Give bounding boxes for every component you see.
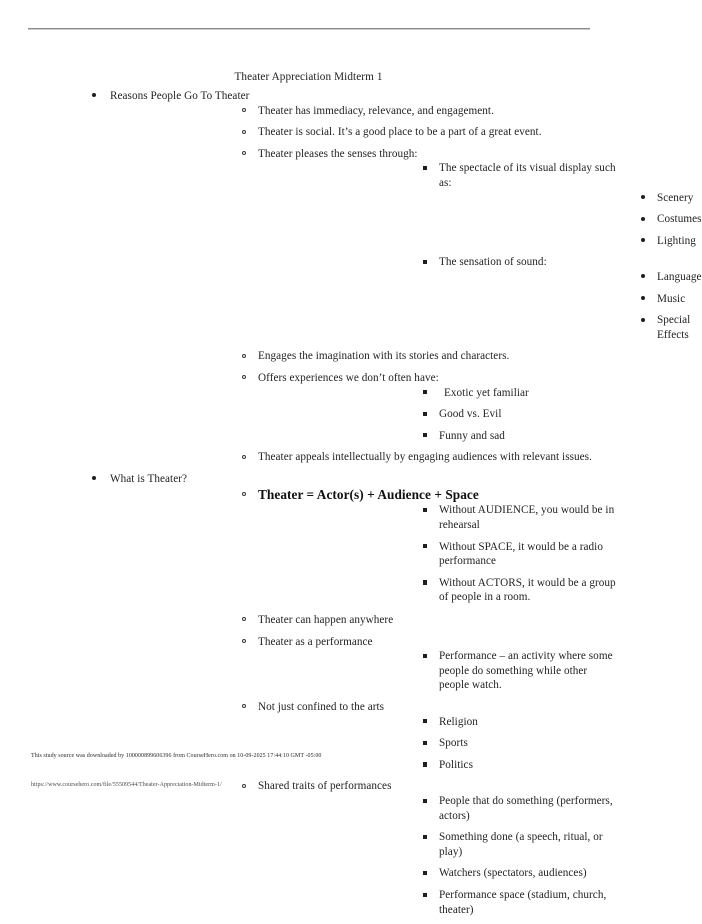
list-item-label: Reasons People Go To Theater [110, 90, 250, 102]
outline-level-2-list [110, 486, 617, 917]
disc-bullet-icon [641, 296, 645, 300]
list-item-label: The spectacle of its visual display such as: [439, 162, 616, 189]
list-item-label: Theater has immediacy, relevance, and engagement. [258, 104, 494, 117]
list-item [258, 161, 702, 248]
list-item [258, 830, 617, 859]
list-item: Scenery [439, 191, 657, 206]
disc-bullet-icon [641, 238, 645, 242]
list-item-label: Theater as a performance [258, 635, 373, 648]
circle-bullet-icon [242, 492, 246, 496]
outline-level-1-list [0, 89, 702, 917]
list-item-label: What is Theater? [110, 472, 188, 485]
square-bullet-icon [423, 260, 427, 264]
list-item [258, 715, 617, 730]
square-bullet-icon [423, 893, 427, 897]
list-item-label: Performance space (stadium, church, theater) [439, 888, 607, 916]
list-item-label: Sports [439, 737, 468, 750]
square-bullet-icon [423, 871, 427, 875]
list-item [258, 407, 617, 422]
list-item [0, 89, 702, 465]
circle-bullet-icon [242, 354, 246, 358]
list-item-label: Shared traits of performances [258, 780, 392, 793]
list-item [258, 386, 617, 401]
list-item-label: Something done (a speech, ritual, or play) [439, 831, 603, 858]
square-bullet-icon [423, 835, 427, 839]
source-url-text[interactable]: https://www.coursehero.com/file/55509544/Theater-Appreciation-Midterm-1/ [31, 782, 222, 788]
square-bullet-icon [423, 741, 427, 745]
list-item-label: Good vs. Evil [439, 408, 502, 421]
disc-bullet-icon [641, 274, 645, 278]
circle-bullet-icon [242, 108, 246, 112]
list-item-label: Without ACTORS, it would be a group of people in a room. [439, 576, 616, 604]
list-item [110, 125, 617, 140]
list-item-label: Funny and sad [439, 429, 505, 442]
list-item-label: Watchers (spectators, audiences) [439, 867, 587, 880]
outline-level-3-list [258, 161, 702, 342]
circle-bullet-icon [242, 639, 246, 643]
list-item-label: Theater can happen anywhere [258, 614, 394, 627]
circle-bullet-icon [242, 784, 246, 788]
outline-level-3-list [258, 503, 617, 605]
header-divider-rule [28, 28, 590, 30]
disc-bullet-icon [641, 318, 645, 322]
disc-bullet-icon [92, 93, 96, 97]
list-item [110, 371, 617, 443]
list-item [0, 472, 617, 917]
list-item [258, 866, 617, 881]
disc-bullet-icon [92, 476, 96, 480]
square-bullet-icon [423, 508, 427, 512]
outline-level-3-list [258, 794, 617, 917]
list-item-label: Performance – an activity where some people do something while other people watch. [439, 650, 613, 692]
list-item: Lighting [439, 234, 657, 249]
outline-level-4-list [439, 191, 702, 249]
list-item [110, 349, 617, 364]
circle-bullet-icon [242, 151, 246, 155]
list-item-label: Without SPACE, it would be a radio performance [439, 540, 603, 568]
list-item-label: The sensation of sound: [439, 256, 547, 269]
circle-bullet-icon [242, 455, 246, 459]
page-title: Theater Appreciation Midterm 1 [234, 71, 383, 83]
list-item-label: Exotic yet familiar [444, 386, 529, 399]
square-bullet-icon [423, 762, 427, 766]
list-item-label: Engages the imagination with its stories and characters. [258, 350, 510, 363]
outline-level-4-list [439, 270, 702, 342]
list-item [110, 613, 617, 628]
list-item [258, 649, 617, 693]
list-item [258, 255, 702, 342]
list-item [110, 700, 617, 772]
document-body [0, 89, 702, 924]
circle-bullet-icon [242, 617, 246, 621]
list-item [258, 576, 617, 605]
list-item-label: Without AUDIENCE, you would be in rehearsal [439, 504, 615, 532]
list-item [258, 736, 617, 751]
square-bullet-icon [423, 719, 427, 723]
circle-bullet-icon [242, 704, 246, 708]
outline-level-3-list [258, 386, 617, 444]
list-item: Language [439, 270, 657, 285]
square-bullet-icon [423, 654, 427, 658]
list-item-label: People that do something (performers, actors) [439, 794, 613, 822]
circle-bullet-icon [242, 130, 246, 134]
download-watermark-note: This study source was downloaded by 100000899606396 from CourseHero.com on 10-09-2025 17:44:10 GMT -05:00 [31, 753, 322, 759]
list-item [110, 779, 617, 917]
list-item: Music [439, 292, 657, 307]
circle-bullet-icon [242, 375, 246, 379]
outline-level-2-list [110, 104, 702, 465]
list-item [258, 794, 617, 823]
square-bullet-icon [423, 166, 427, 170]
list-item [110, 147, 702, 343]
disc-bullet-icon [641, 217, 645, 221]
list-item [110, 450, 617, 465]
outline-level-3-list [258, 715, 617, 773]
list-item [110, 104, 617, 119]
list-item [258, 503, 617, 532]
list-item [110, 635, 617, 693]
disc-bullet-icon [641, 195, 645, 199]
square-bullet-icon [423, 433, 427, 437]
square-bullet-icon [423, 412, 427, 416]
square-bullet-icon [423, 544, 427, 548]
list-item-label: Religion [439, 715, 478, 728]
list-item-label: Offers experiences we don’t often have: [258, 371, 439, 384]
square-bullet-icon [423, 799, 427, 803]
list-item-label: Theater is social. It’s a good place to be a part of a great event. [258, 126, 542, 139]
definition-heading-label: Theater = Actor(s) + Audience + Space [258, 487, 479, 503]
definition-heading [110, 486, 617, 605]
list-item-label: Theater appeals intellectually by engaging audiences with relevant issues. [258, 451, 592, 464]
list-item-label: Politics [439, 758, 473, 771]
list-item-label: Not just confined to the arts [258, 701, 385, 713]
outline-level-3-list [258, 649, 617, 693]
square-bullet-icon [423, 580, 427, 584]
list-item: Costumes [439, 212, 657, 227]
list-item: Special Effects [439, 313, 657, 342]
list-item [258, 540, 617, 569]
list-item-label: Theater pleases the senses through: [258, 147, 418, 160]
list-item [258, 429, 617, 444]
square-bullet-icon [423, 390, 427, 394]
list-item [258, 888, 617, 917]
